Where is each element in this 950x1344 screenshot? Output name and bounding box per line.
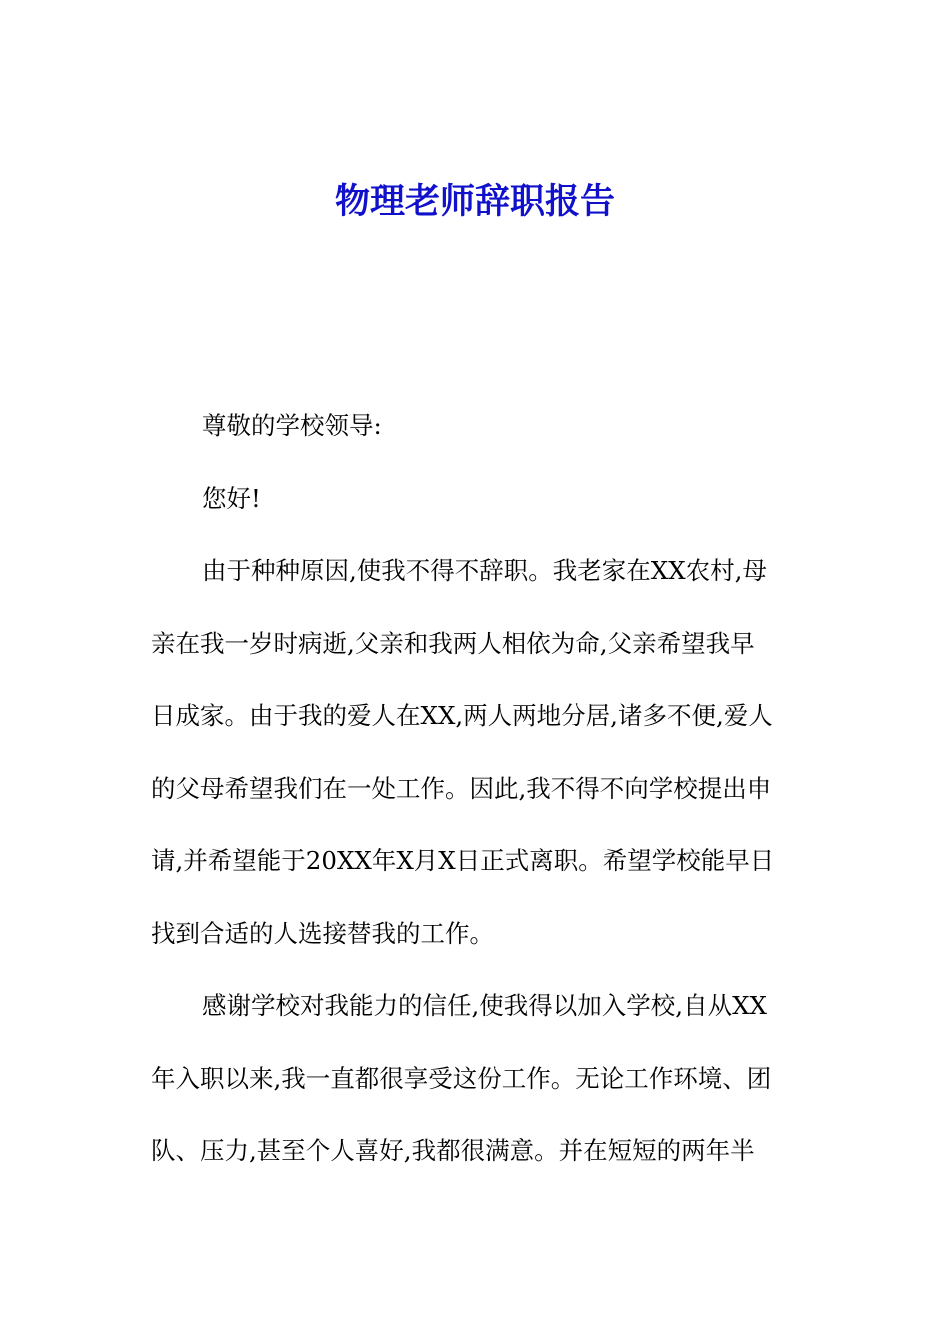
paragraph-line: 年入职以来,我一直都很享受这份工作。无论工作环境、团 xyxy=(151,1063,772,1093)
paragraph-line: 找到合适的人选接替我的工作。 xyxy=(151,918,494,948)
greeting-line: 您好! xyxy=(202,483,261,513)
paragraph-line: 由于种种原因,使我不得不辞职。我老家在XX农村,母 xyxy=(202,556,767,585)
paragraph-line: 队、压力,甚至个人喜好,我都很满意。并在短短的两年半 xyxy=(151,1136,755,1165)
paragraph-line: 的父母希望我们在一处工作。因此,我不得不向学校提出申 xyxy=(151,773,772,803)
document-body xyxy=(151,400,809,1198)
paragraph-line: 日成家。由于我的爱人在XX,两人两地分居,诸多不便,爱人 xyxy=(151,701,773,730)
paragraph-line: 感谢学校对我能力的信任,使我得以加入学校,自从XX xyxy=(202,991,767,1020)
document-title: 物理老师辞职报告 xyxy=(334,181,615,222)
paragraph-line: 请,并希望能于20XX年X月X日正式离职。希望学校能早日 xyxy=(151,846,775,875)
paragraph-line: 亲在我一岁时病逝,父亲和我两人相依为命,父亲希望我早 xyxy=(151,628,755,658)
salutation-line: 尊敬的学校领导: xyxy=(202,411,382,440)
